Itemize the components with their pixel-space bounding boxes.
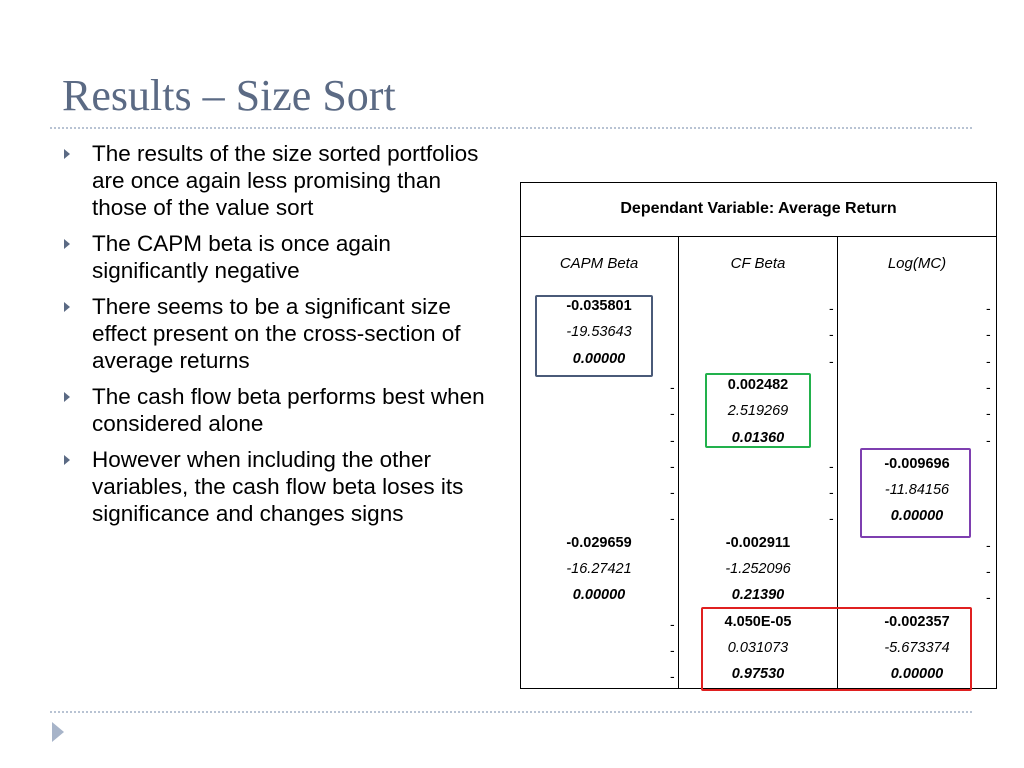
- table-cell: -19.53643: [566, 324, 632, 341]
- bullet-arrow-icon: [64, 455, 70, 465]
- table-cell: 0.97530: [731, 666, 785, 683]
- bullet-arrow-icon: [64, 392, 70, 402]
- table-cell: -0.009696: [884, 455, 950, 472]
- footer-divider: [50, 711, 972, 713]
- empty-cell-dash: -: [986, 405, 991, 422]
- empty-cell-dash: -: [670, 457, 675, 474]
- column-divider: [678, 237, 679, 689]
- column-header-capm-beta: CAPM Beta: [559, 255, 639, 272]
- bullet-text: However when including the other variables, the cash flow beta loses its significance and changes signs: [92, 447, 464, 526]
- empty-cell-dash: -: [986, 352, 991, 369]
- table-cell: -11.84156: [884, 482, 950, 499]
- table-cell: 4.050E-05: [724, 613, 792, 630]
- empty-cell-dash: -: [986, 326, 991, 343]
- table-cell: 2.519269: [727, 403, 789, 420]
- bullet-text: The CAPM beta is once again significantly negative: [92, 231, 391, 283]
- empty-cell-dash: -: [670, 378, 675, 395]
- bullet-item: [62, 230, 502, 284]
- empty-cell-dash: -: [986, 563, 991, 579]
- bullet-text: The cash flow beta performs best when considered alone: [92, 384, 485, 436]
- bullet-text: The results of the size sorted portfolios are once again less promising than those of the value sort: [92, 141, 479, 220]
- slide-title: Results – Size Sort: [62, 71, 396, 120]
- empty-cell-dash: -: [670, 405, 675, 422]
- empty-cell-dash: -: [829, 510, 834, 527]
- table-cell: 0.00000: [572, 587, 626, 604]
- empty-cell-dash: -: [986, 300, 991, 316]
- empty-cell-dash: -: [829, 484, 834, 501]
- table-title: Dependant Variable: Average Return: [620, 200, 897, 217]
- highlight-box-logmc: [860, 448, 971, 538]
- empty-cell-dash: -: [986, 536, 991, 553]
- table-cell: -16.27421: [566, 561, 632, 577]
- bullet-text: There seems to be a significant size effect present on the cross-section of average returns: [92, 294, 461, 373]
- table-cell: -5.673374: [884, 639, 950, 656]
- bullet-item: [62, 140, 502, 221]
- empty-cell-dash: -: [670, 668, 675, 685]
- table-cell: 0.00000: [890, 508, 944, 525]
- table-cell: -1.252096: [725, 561, 791, 577]
- regression-table: [520, 182, 997, 689]
- empty-cell-dash: -: [829, 352, 834, 369]
- bullet-item: [62, 383, 502, 437]
- slide-nav-arrow-icon[interactable]: [52, 722, 64, 742]
- table-cell: 0.031073: [727, 639, 789, 656]
- table-cell: 0.21390: [731, 587, 785, 604]
- bullet-list: [62, 140, 502, 536]
- table-cell: 0.01360: [731, 429, 785, 446]
- empty-cell-dash: -: [670, 484, 675, 501]
- highlight-box-cf: [705, 373, 811, 448]
- title-divider: [50, 127, 972, 129]
- empty-cell-dash: -: [670, 510, 675, 527]
- table-cell: 0.002482: [727, 376, 789, 393]
- empty-cell-dash: -: [670, 431, 675, 448]
- column-header-cf-beta: CF Beta: [730, 255, 786, 272]
- table-cell: -0.002911: [725, 534, 791, 551]
- table-cell: -0.035801: [566, 298, 632, 314]
- column-header-log-mc: Log(MC): [887, 255, 947, 272]
- empty-cell-dash: -: [829, 457, 834, 474]
- table-cell: 0.00000: [890, 666, 944, 683]
- table-cell: -0.002357: [884, 613, 950, 630]
- empty-cell-dash: -: [670, 641, 675, 658]
- empty-cell-dash: -: [829, 300, 834, 316]
- bullet-item: [62, 293, 502, 374]
- empty-cell-dash: -: [986, 431, 991, 448]
- bullet-arrow-icon: [64, 239, 70, 249]
- empty-cell-dash: -: [986, 378, 991, 395]
- bullet-item: [62, 446, 502, 527]
- highlight-box-capm: [535, 295, 653, 377]
- empty-cell-dash: -: [829, 326, 834, 343]
- empty-cell-dash: -: [986, 589, 991, 606]
- table-cell: 0.00000: [572, 350, 626, 367]
- bullet-arrow-icon: [64, 149, 70, 159]
- highlight-box-combined: [701, 607, 972, 691]
- empty-cell-dash: -: [670, 615, 675, 632]
- bullet-arrow-icon: [64, 302, 70, 312]
- table-header-divider: [520, 236, 997, 237]
- table-cell: -0.029659: [566, 534, 632, 551]
